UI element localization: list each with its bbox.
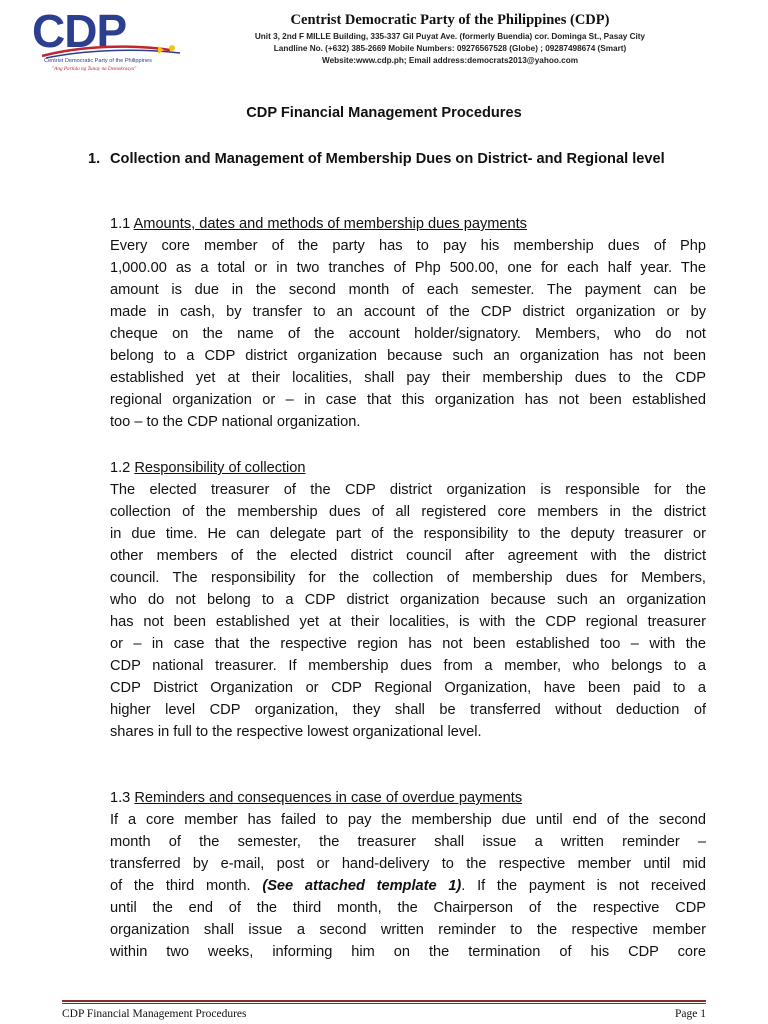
cdp-logo xyxy=(32,5,192,80)
document-title: CDP Financial Management Procedures xyxy=(246,105,522,121)
subsection-1-2-title: Responsibility of collection xyxy=(134,460,306,476)
paragraph-line: The elected treasurer of the CDP district organization is responsible for the xyxy=(110,482,706,498)
footer-rule xyxy=(62,1000,706,1002)
paragraph-line: amount is due in the second month of each semester. The payment can be xyxy=(110,282,706,298)
footer-rule-thin xyxy=(62,1003,706,1004)
subsection-1-3-title: Reminders and consequences in case of overdue payments xyxy=(134,790,523,806)
letterhead-phones: Landline No. (+632) 385-2669 Mobile Numbers: 09276567528 (Globe) ; 09287498674 (Smart) xyxy=(273,44,627,53)
subsection-1-1 xyxy=(110,213,706,433)
subsection-1-1-paragraph xyxy=(110,235,706,433)
paragraph-line: made in cash, by transfer to an account of the CDP district organization or by xyxy=(110,304,706,320)
paragraph-line: or – in case that the respective region has not been established too – with the xyxy=(110,636,706,652)
paragraph-line: council. The responsibility for the collection of membership dues for Members, xyxy=(110,570,706,586)
paragraph-line xyxy=(110,875,706,897)
subsection-1-1-heading xyxy=(110,213,706,235)
paragraph-line: CDP national treasurer. If membership dues from a member, who belongs to a xyxy=(110,658,706,674)
template-reference: (See attached template 1) xyxy=(262,878,462,894)
subsection-1-1-title: Amounts, dates and methods of membership dues payments xyxy=(133,216,527,232)
paragraph-line: month of the semester, the treasurer shall issue a written reminder – xyxy=(110,834,706,850)
subsection-1-3-heading xyxy=(110,787,706,809)
section-1-heading xyxy=(88,148,706,170)
paragraph-line: in due time. He can delegate part of the responsibility to the deputy treasurer or xyxy=(110,526,706,542)
section-1-title: Collection and Management of Membership Dues on District- and Regional level xyxy=(110,151,665,167)
letterhead-web-email: Website:www.cdp.ph; Email address:democrats2013@yahoo.com xyxy=(322,56,578,65)
subsection-1-3-number: 1.3 xyxy=(110,790,131,806)
subsection-1-3 xyxy=(110,787,706,963)
subsection-1-2-number: 1.2 xyxy=(110,460,131,476)
paragraph-line: too – to the CDP national organization. xyxy=(110,414,361,430)
paragraph-line: until the end of the third month, the Chairperson of the respective CDP xyxy=(110,900,706,916)
footer-doc-title: CDP Financial Management Procedures xyxy=(62,1008,247,1020)
paragraph-line: shares in full to the respective lowest organizational level. xyxy=(110,724,482,740)
section-1-number: 1. xyxy=(88,151,101,167)
subsection-1-1-number: 1.1 xyxy=(110,216,131,232)
paragraph-line: collection of the membership dues of all registered core members in the district xyxy=(110,504,706,520)
paragraph-line: cheque on the name of the account holder/signatory. Members, who do not xyxy=(110,326,706,342)
subsection-1-2-paragraph xyxy=(110,479,706,743)
paragraph-line: has not been established yet at their localities, is with the CDP regional treasurer xyxy=(110,614,706,630)
paragraph-line: belong to a CDP district organization because such an organization has not been xyxy=(110,348,706,364)
paragraph-line: transferred by e-mail, post or hand-delivery to the respective member until mid xyxy=(110,856,706,872)
paragraph-line: Every core member of the party has to pay his membership dues of Php xyxy=(110,238,706,254)
footer-page-number: Page 1 xyxy=(675,1008,706,1020)
paragraph-line: If a core member has failed to pay the membership due until end of the second xyxy=(110,812,706,828)
line-part: of the third month. xyxy=(110,878,251,894)
paragraph-line: regional organization or – in case that this organization has not been established xyxy=(110,392,706,408)
logo-wordmark: CDP xyxy=(32,5,127,57)
paragraph-line: CDP District Organization or CDP Regional Organization, have been paid to a xyxy=(110,680,706,696)
paragraph-line: within two weeks, informing him on the termination of his CDP core xyxy=(110,944,706,960)
paragraph-line: higher level CDP organization, they shall be transferred without deduction of xyxy=(110,702,706,718)
paragraph-line: other members of the elected district council after agreement with the district xyxy=(110,548,706,564)
subsection-1-2 xyxy=(110,457,706,743)
subsection-1-2-heading xyxy=(110,457,706,479)
paragraph-line: 1,000.00 as a total or in two tranches of Php 500.00, one for each half year. The xyxy=(110,260,706,276)
paragraph-line: established yet at their localities, shall pay their membership dues to the CDP xyxy=(110,370,706,386)
paragraph-line: who do not belong to a CDP district organization because such an organization xyxy=(110,592,706,608)
paragraph-line: organization shall issue a second written reminder to the respective member xyxy=(110,922,706,938)
logo-slogan: "Ang Partido ng Tunay na Demokrasya" xyxy=(52,66,137,72)
line-part: . If the payment is not received xyxy=(461,878,706,894)
subsection-1-3-paragraph xyxy=(110,809,706,963)
logo-party-name: Centrist Democratic Party of the Philippines xyxy=(44,58,152,64)
letterhead-address: Unit 3, 2nd F MILLE Building, 335-337 Gil Puyat Ave. (formerly Buendia) cor. Dominga St., Pasay City xyxy=(254,32,646,41)
letterhead-title: Centrist Democratic Party of the Philippines (CDP) xyxy=(290,12,610,28)
